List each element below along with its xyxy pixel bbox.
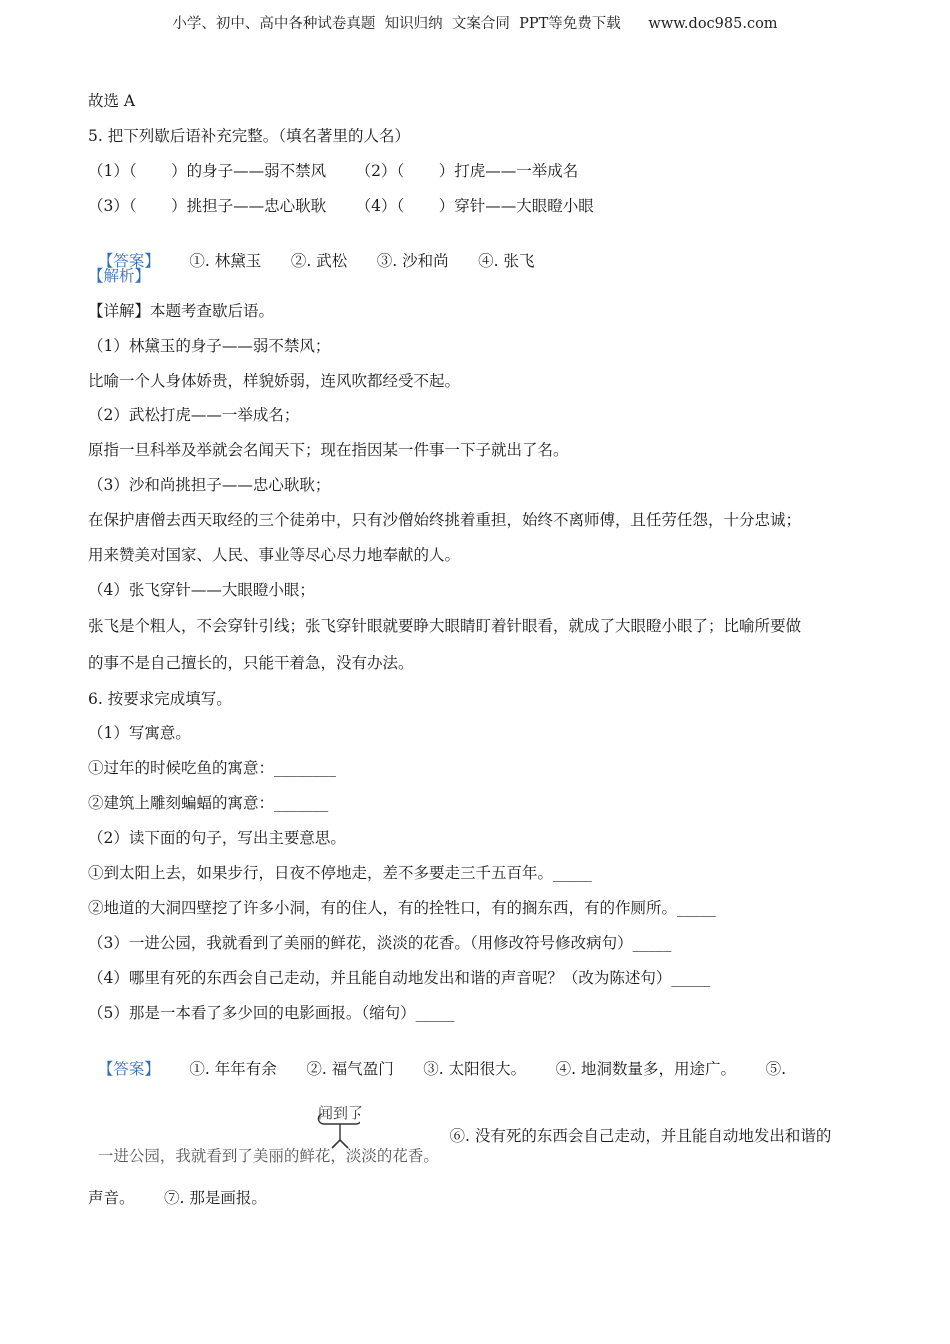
text-line: 比喻一个人身体娇贵，样貌娇弱，连风吹都经受不起。 <box>88 372 461 390</box>
text-line: （1）（ ）的身子——弱不禁风 （2）（ ）打虎——一举成名 <box>88 162 579 180</box>
text-line: 的事不是自己擅长的，只能干着急，没有办法。 <box>88 654 414 672</box>
answer-line <box>88 231 535 271</box>
comma: ， <box>330 1147 346 1165</box>
analysis-tag: 【解析】 <box>88 267 151 285</box>
question-title: 5. 把下列歇后语补充完整。（填名著里的人名） <box>88 127 410 145</box>
text-line: ②建筑上雕刻蝙蝠的寓意：_______ <box>88 794 329 812</box>
text-line: 原指一旦科举及举就会名闻天下；现在指因某一件事一下子就出了名。 <box>88 441 569 459</box>
text-line: 在保护唐僧去西天取经的三个徒弟中，只有沙僧始终挑着重担，始终不离师傅，且任劳任怨，十分忠诚； <box>88 511 802 529</box>
text-line: （4）张飞穿针——大眼瞪小眼； <box>88 581 315 599</box>
text-line: 【详解】本题考查歇后语。 <box>88 302 275 320</box>
text-line: 张飞是个粗人，不会穿针引线；张飞穿针眼就要睁大眼睛盯着针眼看，就成了大眼瞪小眼了；比喻所要做 <box>88 617 802 635</box>
text-line: （3）（ ）挑担子——忠心耿耿 （4）（ ）穿针——大眼瞪小眼 <box>88 197 594 215</box>
answer-text: ①. 年年有余 ②. 福气盈门 ③. 太阳很大。 ④. 地洞数量多，用途广。 ⑤. <box>159 1060 787 1078</box>
text-line: ⑥. 没有死的东西会自己走动，并且能自动地发出和谐的 <box>420 1127 832 1145</box>
correction-line <box>88 1126 439 1166</box>
text-line: （2）武松打虎——一举成名； <box>88 406 300 424</box>
text-line: 用来赞美对国家、人民、事业等尽心尽力地奉献的人。 <box>88 546 461 564</box>
question-title: 6. 按要求完成填写。 <box>88 690 232 708</box>
text-line: ①到太阳上去，如果步行，日夜不停地走，差不多要走三千五百年。_____ <box>88 864 592 882</box>
text-line: （1）林黛玉的身子——弱不禁风； <box>88 337 331 355</box>
text-line: 故选 A <box>88 92 136 110</box>
answer-tag: 【答案】 <box>97 1060 160 1078</box>
text-line: ①过年的时候吃鱼的寓意：________ <box>88 759 337 777</box>
text-line: （3）一进公园，我就看到了美丽的鲜花，淡淡的花香。（用修改符号修改病句）_____ <box>88 934 672 952</box>
answer-line <box>88 1039 786 1079</box>
answer-text: ①. 林黛玉 ②. 武松 ③. 沙和尚 ④. 张飞 <box>159 252 535 270</box>
text-line: （2）读下面的句子，写出主要意思。 <box>88 829 346 847</box>
text-line: （5）那是一本看了多少回的电影画报。（缩句）_____ <box>88 1004 455 1022</box>
sentence-after: 淡淡的花香。 <box>345 1147 439 1165</box>
answer-tag: 【答案】 <box>97 252 160 270</box>
text-line: ②地道的大洞四壁挖了许多小洞，有的住人，有的拴牲口，有的搁东西，有的作厕所。_____ <box>88 899 716 917</box>
text-line: （3）沙和尚挑担子——忠心耿耿； <box>88 476 331 494</box>
text-line: 声音。 ⑦. 那是画报。 <box>88 1189 267 1207</box>
page-header: 小学、初中、高中各种试卷真题 知识归纳 文案合同 PPT等免费下载 www.doc985.com <box>172 16 778 32</box>
text-line: （1）写寓意。 <box>88 724 191 742</box>
inserted-word: 闻到了 <box>318 1104 364 1122</box>
sentence-before: 一进公园，我就看到了美丽的鲜花 <box>97 1147 331 1165</box>
text-line: （4）哪里有死的东西会自己走动，并且能自动地发出和谐的声音呢？（改为陈述句）_____ <box>88 969 711 987</box>
